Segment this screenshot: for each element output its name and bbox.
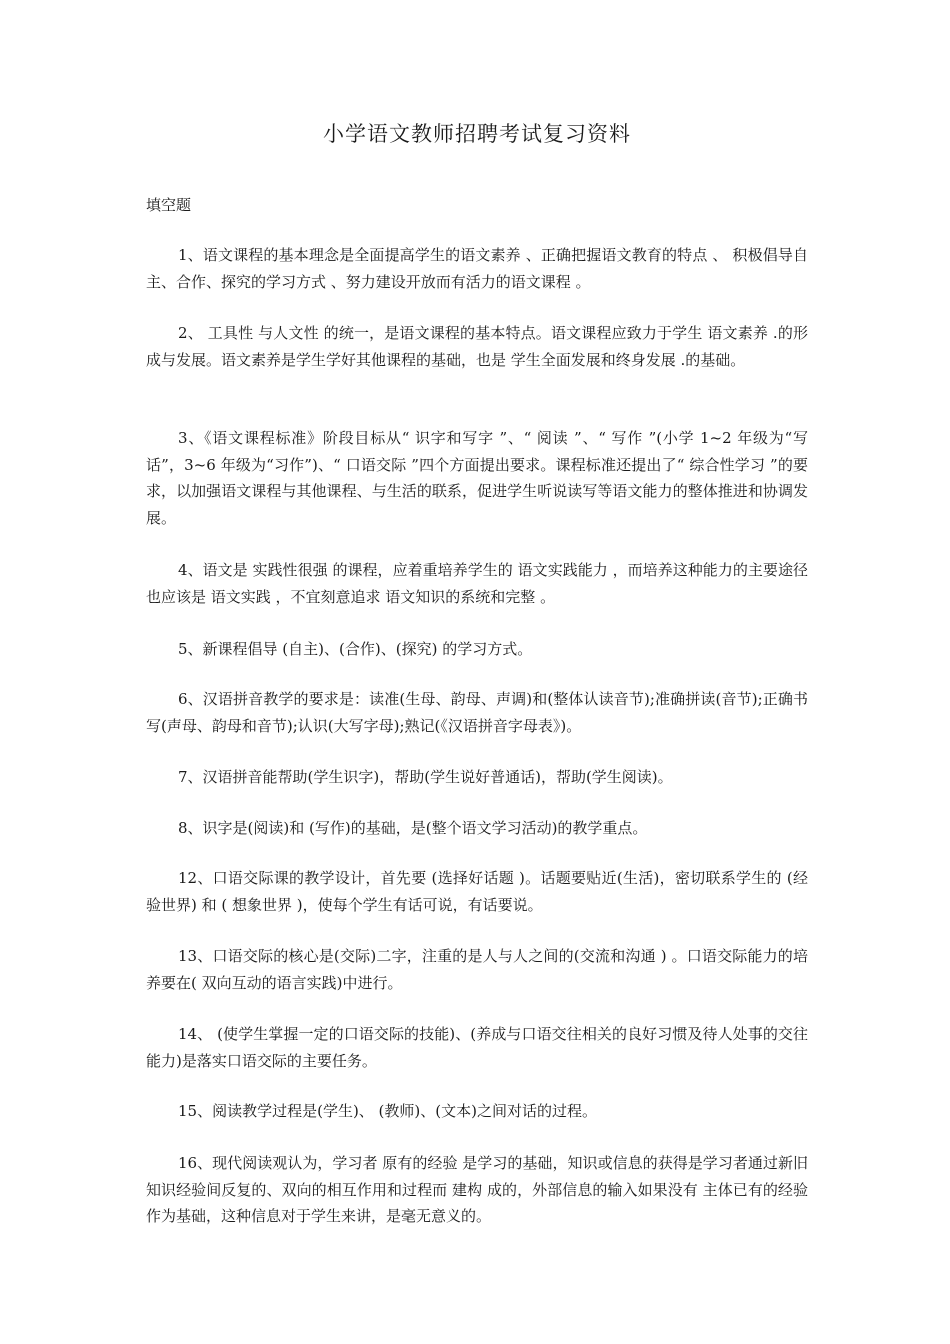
- document-title: 小学语文教师招聘考试复习资料: [323, 122, 631, 146]
- paragraph-4: 4、语文是 实践性很强 的课程，应着重培养学生的 语文实践能力 ，而培养这种能力的主要途径也应该是 语文实践 ，不宜刻意追求 语文知识的系统和完整 。: [146, 561, 808, 606]
- paragraph-8: 8、识字是(阅读)和 (写作)的基础，是(整个语文学习活动)的教学重点。: [178, 819, 648, 837]
- paragraph-6: 6、汉语拼音教学的要求是：读准(生母、韵母、声调)和(整体认读音节);准确拼读(音节);正确书写(声母、韵母和音节);认识(大写字母);熟记(《汉语拼音字母表》)。: [146, 690, 808, 735]
- paragraph-12: 12、口语交际课的教学设计，首先要 (选择好话题 )。话题要贴近(生活)，密切联系学生的 (经验世界) 和 ( 想象世界 )，使每个学生有话可说，有话要说。: [146, 869, 808, 914]
- paragraph-5: 5、新课程倡导 (自主)、(合作)、(探究) 的学习方式。: [178, 640, 533, 658]
- paragraph-16: 16、现代阅读观认为，学习者 原有的经验 是学习的基础，知识或信息的获得是学习者通过新旧知识经验间反复的、双向的相互作用和过程而 建构 成的，外部信息的输入如果没有 主体已有的经验 作为基础，这种信息对于学生来讲，是毫无意义的。: [146, 1154, 808, 1225]
- paragraph-7: 7、汉语拼音能帮助(学生识字)，帮助(学生说好普通话)，帮助(学生阅读)。: [178, 768, 673, 786]
- paragraph-15: 15、阅读教学过程是(学生)、 (教师)、(文本)之间对话的过程。: [178, 1102, 597, 1120]
- paragraph-2: 2、 工具性 与人文性 的统一，是语文课程的基本特点。语文课程应致力于学生 语文素养 .的形成与发展。语文素养是学生学好其他课程的基础，也是 学生全面发展和终身发展 .的基础。: [146, 324, 808, 369]
- paragraph-13: 13、口语交际的核心是(交际)二字，注重的是人与人之间的(交流和沟通 ) 。口语交际能力的培养要在( 双向互动的语言实践)中进行。: [146, 947, 808, 992]
- paragraph-3: 3、《语文课程标准》阶段目标从“ 识字和写字 ”、“ 阅读 ”、“ 写作 ”(小学 1~2 年级为“写话”，3~6 年级为“习作”)、“ 口语交际 ”四个方面提出要求。课程标准还提出了“ 综合性学习 ”的要求，以加强语文课程与其他课程、与生活的联系，促进学生听说读写等语文能力的整体推进和协调发展。: [146, 429, 808, 527]
- section-label: 填空题: [146, 196, 192, 214]
- paragraph-14: 14、 (使学生掌握一定的口语交际的技能)、(养成与口语交往相关的良好习惯及待人处事的交往能力)是落实口语交际的主要任务。: [146, 1025, 808, 1070]
- paragraph-1: 1、语文课程的基本理念是全面提高学生的语文素养 、正确把握语文教育的特点 、 积极倡导自主、合作、探究的学习方式 、努力建设开放而有活力的语文课程 。: [146, 246, 808, 291]
